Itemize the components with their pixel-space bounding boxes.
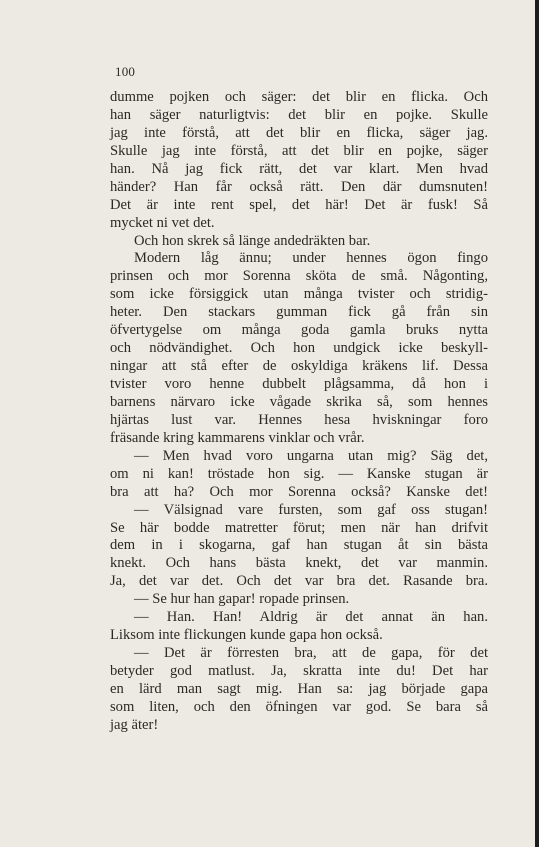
text-line: jag äter!	[110, 716, 159, 733]
body-text	[110, 89, 488, 735]
text-line: betyder god matlust. Ja, skratta inte du! Det har	[110, 663, 488, 679]
text-line: Modern låg ännu; under hennes ögon fingo	[134, 250, 488, 267]
text-line: mycket ni vet det.	[110, 214, 215, 231]
text-line: fräsande kring kammarens vinklar och vrår.	[110, 429, 365, 446]
text-line: prinsen och mor Sorenna sköta de små. Någonting,	[110, 268, 488, 285]
text-line: hjärtas lust var. Hennes hesa hviskningar foro	[110, 411, 488, 428]
text-line: händer? Han får också rätt. Den där dumsnuten!	[110, 178, 488, 195]
text-line: han. Nå jag fick rätt, det var klart. Men hvad	[110, 160, 488, 177]
text-line: öfvertygelse om många goda gamla bruks nytta	[110, 322, 488, 339]
text-line: tvister voro henne dubbelt plågsamma, då hon i	[110, 376, 488, 392]
text-line: Ja, det var det. Och det var bra det. Rasande bra.	[110, 573, 488, 590]
text-line: Och hon skrek så länge andedräkten bar.	[134, 232, 371, 249]
text-line: dumme pojken och säger: det blir en flicka. Och	[110, 89, 488, 105]
text-line: — Välsignad vare fursten, som gaf oss stugan!	[134, 501, 488, 518]
text-line: han säger naturligtvis: det blir en pojke. Skulle	[110, 106, 488, 123]
text-line: Det är inte rent spel, det här! Det är fusk! Så	[110, 196, 488, 213]
page-number: 100	[115, 64, 136, 79]
text-line: en lärd man sagt mig. Han sa: jag började gapa	[110, 680, 488, 697]
text-line: knekt. Och hans bästa knekt, det var manmin.	[110, 555, 488, 572]
text-line: barnens närvaro icke vågade skrika så, som hennes	[110, 393, 488, 410]
text-line: — Han. Han! Aldrig är det annat än han.	[134, 609, 488, 626]
page-edge-shadow	[535, 0, 539, 847]
text-line: heter. Den stackars gumman fick gå från sin	[110, 304, 488, 321]
text-line: bra att ha? Och mor Sorenna också? Kanske det!	[110, 483, 488, 500]
text-line: som liten, och den öfningen var god. Se bara så	[110, 698, 488, 715]
text-line: — Se hur han gapar! ropade prinsen.	[134, 591, 350, 608]
text-line: dem in i skogarna, gaf han stugan åt sin bästa	[110, 537, 488, 554]
text-line: Liksom inte flickungen kunde gapa hon också.	[110, 627, 383, 644]
text-line: Se här bodde matretter förut; men när han drifvit	[110, 519, 488, 536]
text-line: och nödvändighet. Och hon undgick icke beskyll-	[110, 340, 488, 357]
text-line: jag inte förstå, att det blir en flicka, säger jag.	[110, 124, 488, 141]
text-line: om ni kan! tröstade hon sig. — Kanske stugan är	[110, 465, 488, 482]
text-line: — Men hvad voro ungarna utan mig? Säg det,	[134, 447, 488, 464]
text-line: ningar att stå efter de oskyldiga kräkens lif. Dessa	[110, 358, 488, 375]
text-line: Skulle jag inte förstå, att det blir en pojke, säger	[110, 142, 488, 159]
text-line: — Det är förresten bra, att de gapa, för det	[134, 645, 488, 662]
text-line: som icke försiggick utan många tvister och stridig-	[110, 286, 488, 303]
